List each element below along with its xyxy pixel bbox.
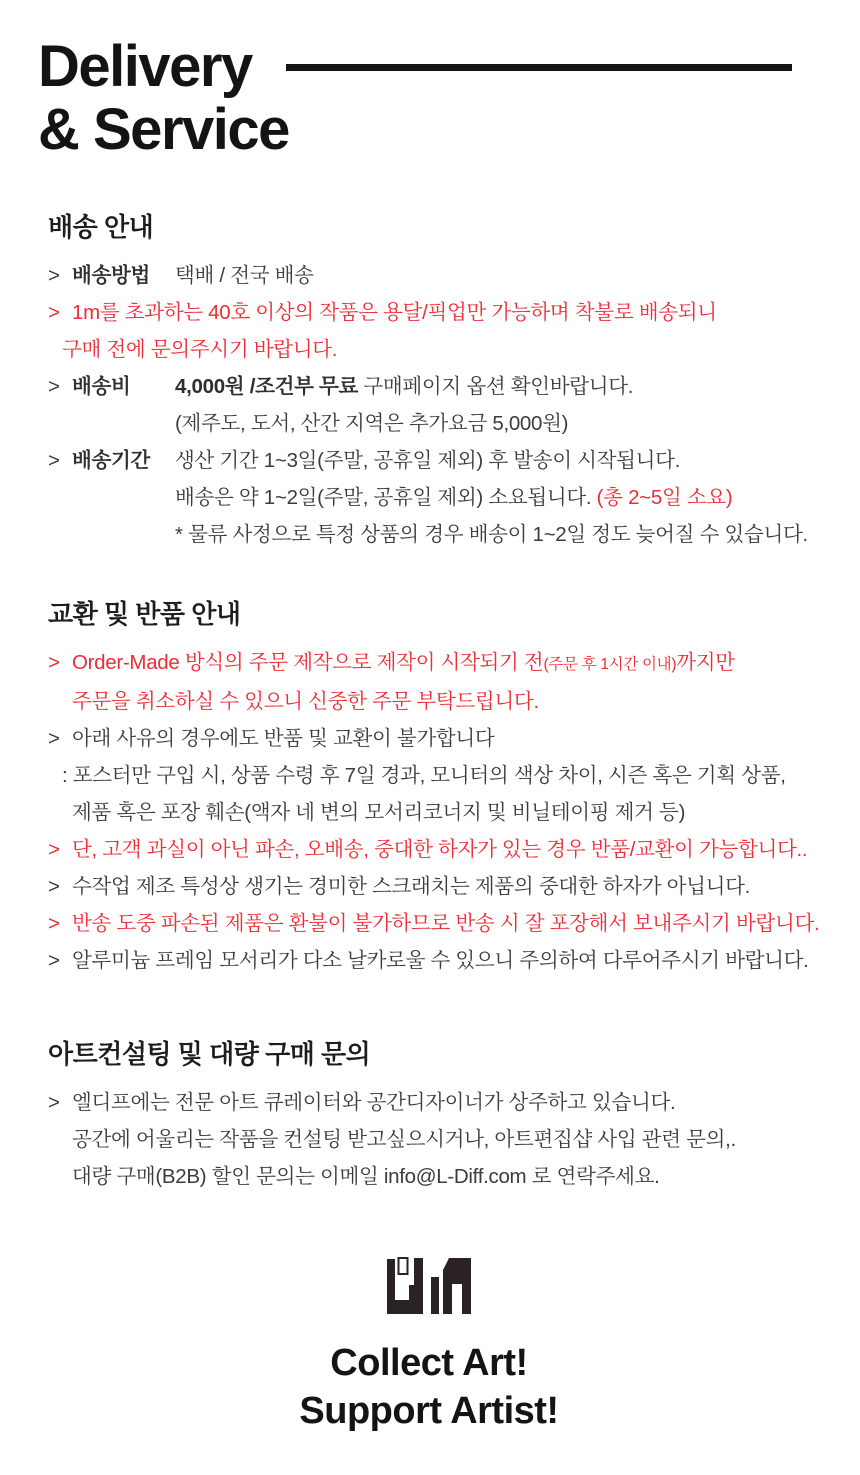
bullet: >: [48, 838, 60, 861]
shipping-period-label: 배송기간: [72, 449, 151, 472]
oversize-note-row: [48, 294, 820, 331]
return-damage-row: [48, 905, 820, 942]
shipping-period-line2: [175, 479, 820, 516]
scratch-note-row: [48, 868, 820, 905]
consulting-row: [48, 1084, 820, 1121]
order-made-row: [48, 644, 820, 683]
return-exception-row: [48, 831, 820, 868]
order-made-pre: Order-Made 방식의 주문 제작으로 제작이 시작되기 전: [72, 651, 544, 674]
frame-caution-text: 알루미늄 프레임 모서리가 다소 날카로울 수 있으니 주의하여 다루어주시기 바랍니다.: [72, 949, 809, 972]
shipping-period-value: [175, 442, 820, 553]
bullet: >: [48, 875, 60, 898]
bullet: >: [48, 449, 60, 472]
shipping-fee-label: 배송비: [72, 375, 131, 398]
shipping-method-label: 배송방법: [72, 264, 151, 287]
scratch-note-text: 수작업 제조 특성상 생기는 경미한 스크래치는 제품의 중대한 하자가 아닙니다.: [72, 875, 751, 898]
no-return-intro: 아래 사유의 경우에도 반품 및 교환이 불가합니다: [72, 727, 495, 750]
slogan-line2: Support Artist!: [299, 1390, 559, 1432]
shipping-period-row: [48, 442, 820, 553]
return-exception-text: 단, 고객 과실이 아닌 파손, 오배송, 중대한 하자가 있는 경우 반품/교환이 가능합니다..: [72, 838, 808, 861]
returns-section: [38, 597, 820, 979]
order-made-line1: [72, 644, 820, 683]
slogan-line1: Collect Art!: [330, 1342, 528, 1384]
shipping-fee-value: [175, 368, 820, 442]
consulting-line3: [48, 1158, 820, 1195]
bullet: >: [48, 1091, 60, 1114]
consulting-heading: 아트컨설팅 및 대량 구매 문의: [48, 1039, 371, 1069]
shipping-fee-row: [48, 368, 820, 442]
shipping-heading: 배송 안내: [48, 212, 154, 242]
order-made-line2: 주문을 취소하실 수 있으니 신중한 주문 부탁드립니다.: [72, 690, 539, 713]
no-return-detail2: 제품 혹은 포장 훼손(액자 네 변의 모서리코너지 및 비닐테이핑 제거 등): [72, 801, 686, 824]
title-line1: [38, 36, 820, 98]
order-made-small: (주문 후 1시간 이내): [543, 656, 677, 673]
shipping-fee-line1: [175, 368, 820, 405]
no-return-row: [48, 720, 820, 757]
oversize-note-line1: 1m를 초과하는 40호 이상의 작품은 용달/픽업만 가능하며 착불로 배송되니: [72, 301, 717, 324]
bullet: >: [48, 651, 60, 674]
page-footer: [38, 1257, 820, 1435]
shipping-period-line1: 생산 기간 1~3일(주말, 공휴일 제외) 후 발송이 시작됩니다.: [175, 449, 681, 472]
consulting-line1: 엘디프에는 전문 아트 큐레이터와 공간디자이너가 상주하고 있습니다.: [72, 1091, 676, 1114]
bullet: >: [48, 949, 60, 972]
shipping-fee-extra: (제주도, 도서, 산간 지역은 추가요금 5,000원): [175, 412, 569, 435]
bullet: >: [48, 727, 60, 750]
bullet: >: [48, 912, 60, 935]
ldiff-logo-icon: [387, 1257, 471, 1314]
frame-caution-row: [48, 942, 820, 979]
shipping-method-row: [48, 257, 820, 294]
shipping-fee-amount: 4,000원 /조건부 무료: [175, 375, 359, 398]
oversize-note-line2: 구매 전에 문의주시기 바랍니다.: [62, 338, 338, 361]
return-damage-text: 반송 도중 파손된 제품은 환불이 불가하므로 반송 시 잘 포장해서 보내주시기 바랍니다.: [72, 912, 820, 935]
title-line2: [38, 98, 820, 162]
shipping-period-total: (총 2~5일 소요): [596, 486, 733, 509]
shipping-period-line3: * 물류 사정으로 특정 상품의 경우 배송이 1~2일 정도 늦어질 수 있습니다.: [175, 523, 808, 546]
bullet: >: [48, 264, 60, 287]
shipping-method-value: 택배 / 전국 배송: [175, 264, 314, 287]
title-rule: [286, 64, 792, 71]
no-return-detail1: : 포스터만 구입 시, 상품 수령 후 7일 경과, 모니터의 색상 차이, 시즌 혹은 기획 상품,: [62, 764, 786, 787]
page-title-line2: & Service: [38, 97, 289, 162]
page-header: [38, 36, 820, 162]
consulting-line2: 공간에 어울리는 작품을 컨설팅 받고싶으시거나, 아트편집샵 사입 관련 문의,.: [72, 1128, 736, 1151]
consulting-line3-pre: 대량 구매(B2B) 할인 문의는 이메일: [72, 1165, 384, 1188]
footer-slogan: [38, 1339, 820, 1435]
consulting-line3-post: 로 연락주세요.: [526, 1165, 660, 1188]
bullet: >: [48, 375, 60, 398]
shipping-period-line2-text: 배송은 약 1~2일(주말, 공휴일 제외) 소요됩니다.: [175, 486, 597, 509]
page-title-line1: Delivery: [38, 34, 252, 99]
bullet: >: [48, 301, 60, 324]
shipping-section: [38, 210, 820, 553]
shipping-fee-desc: 구매페이지 옵션 확인바랍니다.: [358, 375, 634, 398]
returns-heading: 교환 및 반품 안내: [48, 599, 241, 629]
consulting-section: [38, 1037, 820, 1195]
contact-email: info@L-Diff.com: [383, 1165, 527, 1188]
order-made-post: 까지만: [676, 651, 735, 674]
